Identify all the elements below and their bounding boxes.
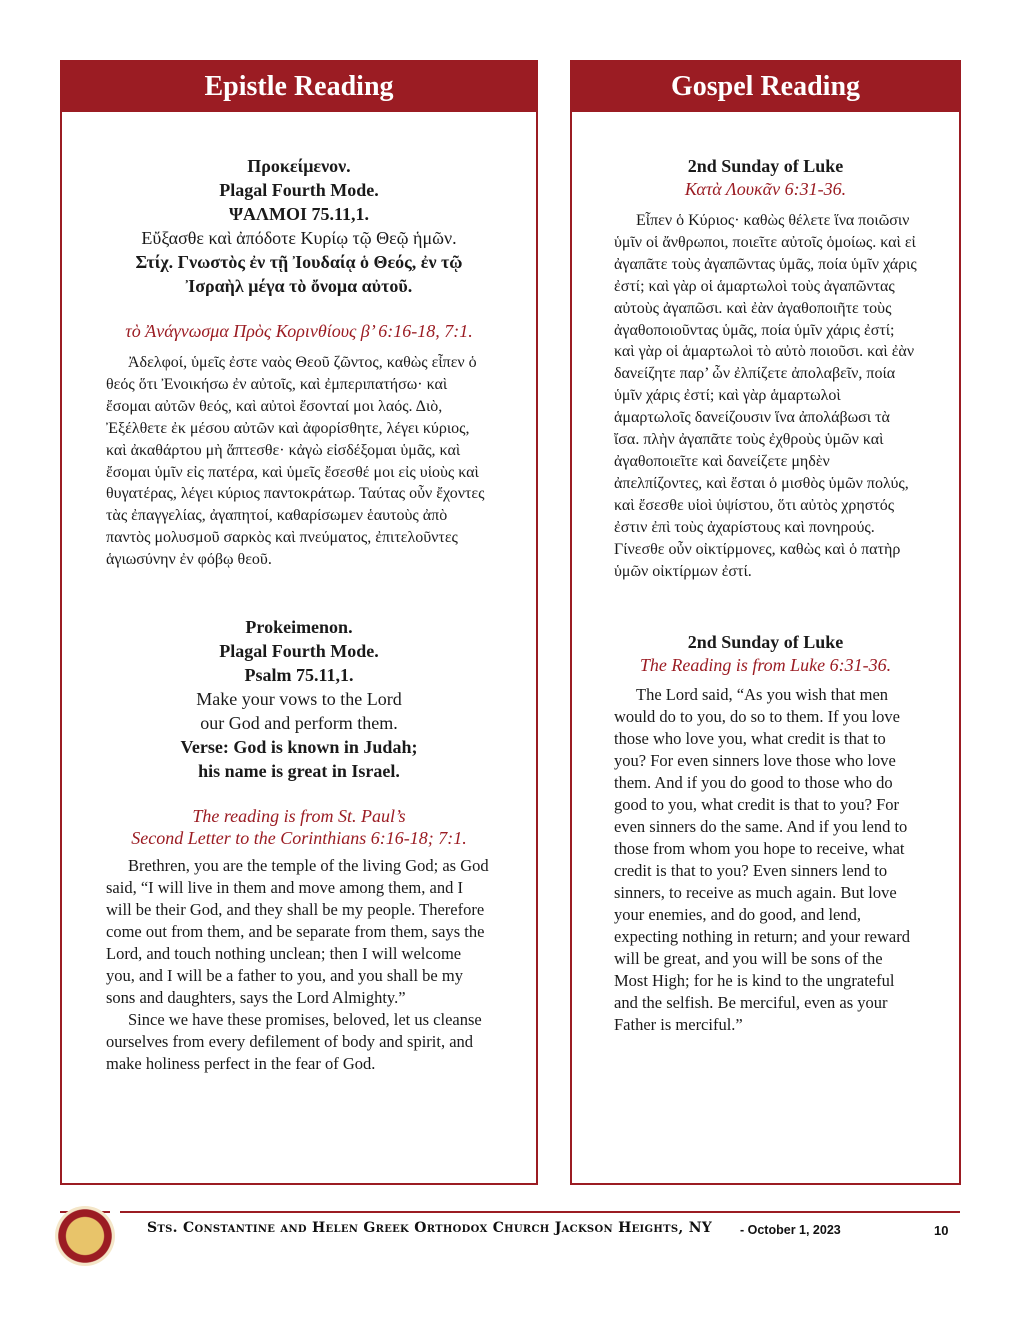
english-epistle-reference-line2: Second Letter to the Corinthians 6:16-18; 7:1. [131,828,467,849]
english-heading-line: Make your vows to the Lord [196,689,402,710]
english-epistle-reference [106,805,492,849]
church-seal-logo [55,1206,115,1266]
english-epistle-paragraph-2: Since we have these promises, beloved, let us cleanse ourselves from every defilement of body and spirit, and make holiness perfect in the fear of God. [106,1010,482,1074]
epistle-panel [60,60,538,1185]
greek-heading-line: Plagal Fourth Mode. [219,180,379,200]
english-heading-line: Prokeimenon. [245,617,353,638]
page-footer [0,1200,1020,1270]
gospel-english-title: 2nd Sunday of Luke [687,632,844,653]
footer-date: - October 1, 2023 [740,1223,841,1237]
english-heading-line: Plagal Fourth Mode. [219,641,379,662]
greek-heading-line: Ἰσραὴλ μέγα τὸ ὄνομα αὐτοῦ. [185,276,413,296]
gospel-greek-reference: Κατὰ Λουκᾶν 6:31-36. [684,179,847,199]
english-heading-line: Verse: God is known in Judah; [180,737,418,758]
gospel-english-reference: The Reading is from Luke 6:31-36. [639,655,892,676]
english-heading-line: his name is great in Israel. [198,761,400,782]
greek-epistle-text: Ἀδελφοί, ὑμεῖς ἐστε ναὸς Θεοῦ ζῶντος, καθὼς εἶπεν ὁ θεός ὅτι Ἐνοικήσω ἐν αὐτοῖς, καὶ ἐμπεριπατήσω· καὶ ἔσομαι αὐτῶν θεός, καὶ αὐτοὶ ἔσονταί μοι λαός. Διὸ, Ἐξέλθετε ἐκ μέσου αὐτῶν καὶ ἀφορίσθητε, λέγει κύριος, καὶ ἀκαθάρτου μὴ ἅπτεσθε· κἀγὼ εἰσδέξομαι ὑμᾶς, καὶ ἔσομαι ὑμῖν εἰς πατέρα, καὶ ὑμεῖς ἔσεσθέ μοι εἰς υἱοὺς καὶ θυγατέρας, λέγει κύριος παντοκράτωρ. Ταύτας οὖν ἔχοντες τὰς ἐπαγγελίας, ἀγαπητοί, καθαρίσωμεν ἑαυτοὺς ἀπὸ παντὸς μολυσμοῦ σαρκὸς καὶ πνεύματος, ἐπιτελοῦντες ἁγιωσύνην ἐν φόβῳ θεοῦ. [106,354,485,569]
greek-heading-line: Εὔξασθε καὶ ἀπόδοτε Κυρίῳ τῷ Θεῷ ἡμῶν. [141,228,457,248]
greek-epistle-reference: τὸ Ἀνάγνωσμα Πρὸς Κορινθίους β’ 6:16-18, 7:1. [125,321,473,341]
english-heading-line: our God and perform them. [200,713,398,734]
greek-heading-line: Προκείμενον. [247,156,351,176]
gospel-english-text: The Lord said, “As you wish that men would do to you, do so to them. If you love those who love you, what credit is that to you? For even sinners love those who love them. And if you do good to those who do good to you, what credit is that to you? For even sinners do the same. And if you lend to those from whom you hope to receive, what credit is that to you? Even sinners lend to sinners, to receive as much again. But love your enemies, and do good, and lend, expecting nothing in return; and your reward will be great, and you will be sons of the Most High; for he is kind to the ungrateful and the selfish. Be merciful, even as your Father is merciful.” [614,685,910,1035]
epistle-header: Epistle Reading [62,62,536,112]
gospel-greek-title: 2nd Sunday of Luke [687,156,844,176]
english-heading-line: Psalm 75.11,1. [244,665,354,686]
page-number: 10 [934,1223,949,1238]
greek-heading-line: Στίχ. Γνωστὸς ἐν τῇ Ἰουδαίᾳ ὁ Θεός, ἐν τῷ [135,252,463,272]
gospel-header: Gospel Reading [572,62,959,112]
greek-heading-line: ΨΑΛΜΟΙ 75.11,1. [229,204,369,224]
footer-rule [120,1211,960,1213]
english-epistle-reference-line1: The reading is from St. Paul’s [192,806,406,827]
gospel-panel [570,60,961,1185]
english-epistle-paragraph-1: Brethren, you are the temple of the living God; as God said, “I will live in them and move among them, and I will be their God, and they shall be my people. Therefore come out from them, and be separate from them, says the Lord, and touch nothing unclean; then I will welcome you, and I will be a father to you, and you shall be my sons and daughters, says the Lord Almighty.” [106,856,489,1008]
footer-church-name: Sts. Constantine and Helen Greek Orthodox Church Jackson Heights, NY [147,1220,713,1236]
gospel-greek-text: Εἶπεν ὁ Κύριος· καθὼς θέλετε ἵνα ποιῶσιν ὑμῖν οἱ ἄνθρωποι, ποιεῖτε αὐτοῖς ὁμοίως. καὶ εἰ ἀγαπᾶτε τοὺς ἀγαπῶντας ὑμᾶς, ποία ὑμῖν χάρις ἐστί; καὶ γὰρ οἱ ἁμαρτωλοὶ τοὺς ἀγαπῶντας αὐτοὺς ἀγαπῶσι. καὶ ἐὰν ἀγαθοποιῆτε τοὺς ἀγαθοποιοῦντας ὑμᾶς, ποία ὑμῖν χάρις ἐστί; καὶ γὰρ οἱ ἁμαρτωλοὶ τὸ αὐτὸ ποιοῦσι. καὶ ἐὰν δανείζητε παρ’ ὧν ἐλπίζετε ἀπολαβεῖν, ποία ὑμῖν χάρις ἐστί; καὶ γὰρ ἁμαρτωλοὶ ἁμαρτωλοῖς δανείζουσιν ἵνα ἀπολάβωσι τὰ ἴσα. πλὴν ἀγαπᾶτε τοὺς ἐχθροὺς ὑμῶν καὶ ἀγαθοποιεῖτε καὶ δανείζετε μηδὲν ἀπελπίζοντες, καὶ ἔσται ὁ μισθὸς ὑμῶν πολύς, καὶ ἔσεσθε υἱοὶ ὑψίστου, ὅτι αὐτὸς χρηστός ἐστιν ἐπὶ τοὺς ἀχαρίστους καὶ πονηρούς. Γίνεσθε οὖν οἰκτίρμονες, καθὼς καὶ ὁ πατὴρ ὑμῶν οἰκτίρμων ἐστί. [614,212,917,580]
english-prokeimenon-heading [106,615,492,783]
greek-prokeimenon-heading [106,154,492,298]
